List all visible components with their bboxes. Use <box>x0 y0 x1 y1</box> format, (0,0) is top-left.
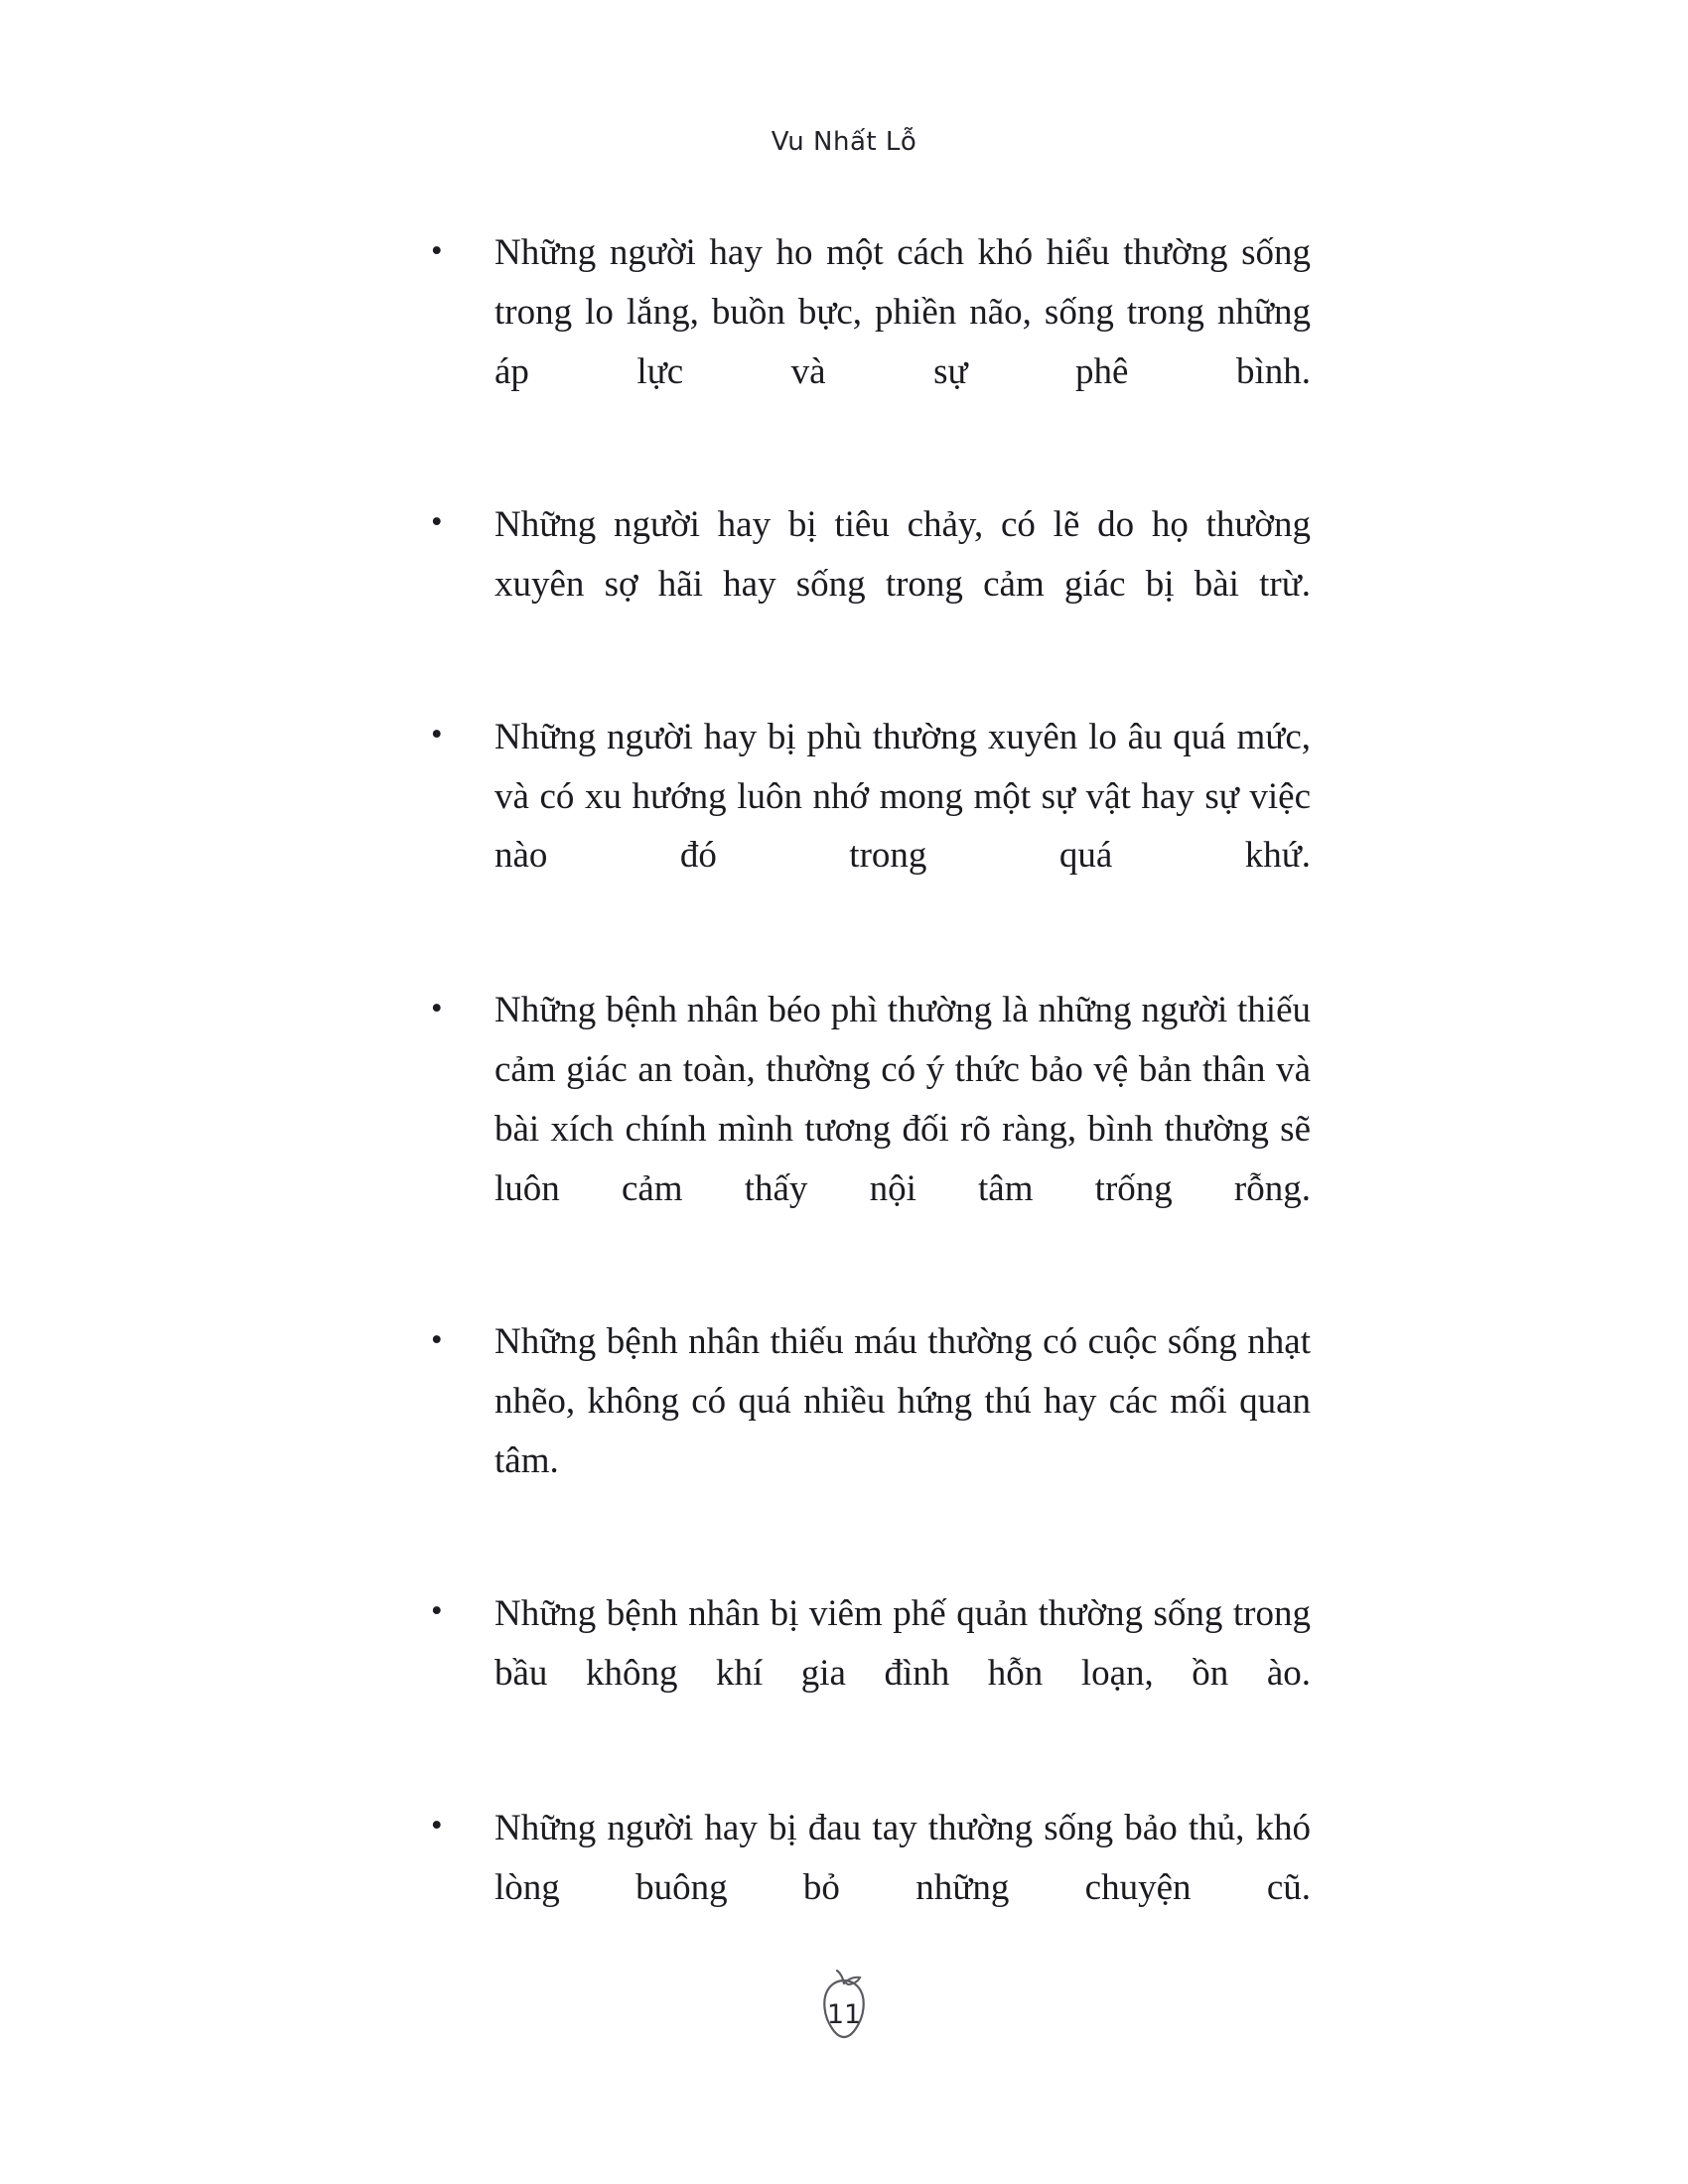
page-footer <box>0 1968 1688 2053</box>
list-item-text: Những người hay bị phù thường xuyên lo âu quá mức, và có xu hướng luôn nhớ mong một sự vật hay sự việc nào đó trong quá khứ. <box>494 716 1311 877</box>
list-item-text: Những bệnh nhân thiếu máu thường có cuộc sống nhạt nhẽo, không có quá nhiều hứng thú hay các mối quan tâm. <box>494 1321 1311 1481</box>
bullet-list <box>417 223 1311 1977</box>
page-number: 11 <box>826 1998 862 2030</box>
list-item-text: Những bệnh nhân béo phì thường là những người thiếu cảm giác an toàn, thường có ý thức bảo vệ bản thân và bài xích chính mình tương đối rõ ràng, bình thường sẽ luôn cảm thấy nội tâm trống rỗng. <box>494 990 1311 1210</box>
list-item-text: Những người hay ho một cách khó hiểu thường sống trong lo lắng, buồn bực, phiền não, sống trong những áp lực và sự phê bình. <box>494 232 1311 392</box>
list-item-text: Những người hay bị tiêu chảy, có lẽ do họ thường xuyên sợ hãi hay sống trong cảm giác bị bài trừ. <box>494 503 1311 605</box>
list-item <box>417 1584 1311 1763</box>
bullet-glyph: • <box>431 1808 443 1844</box>
list-item-text: Những bệnh nhân bị viêm phế quản thường sống trong bầu không khí gia đình hỗn loạn, ồn ào. <box>494 1592 1311 1694</box>
body-content <box>417 223 1311 2010</box>
list-item <box>417 223 1311 462</box>
bullet-glyph: • <box>431 990 443 1026</box>
list-item <box>417 708 1311 946</box>
list-item <box>417 1799 1311 1978</box>
bullet-glyph: • <box>431 232 443 269</box>
bullet-glyph: • <box>431 504 443 541</box>
bullet-glyph: • <box>431 1593 443 1630</box>
list-item-text: Những người hay bị đau tay thường sống bảo thủ, khó lòng buông bỏ những chuyện cũ. <box>494 1807 1311 1908</box>
bullet-glyph: • <box>431 1321 443 1358</box>
list-item <box>417 495 1311 674</box>
running-head: Vu Nhất Lỗ <box>771 127 917 157</box>
list-item <box>417 981 1311 1279</box>
bullet-glyph: • <box>431 717 443 753</box>
apple-icon <box>796 1968 892 2053</box>
list-item <box>417 1312 1311 1551</box>
